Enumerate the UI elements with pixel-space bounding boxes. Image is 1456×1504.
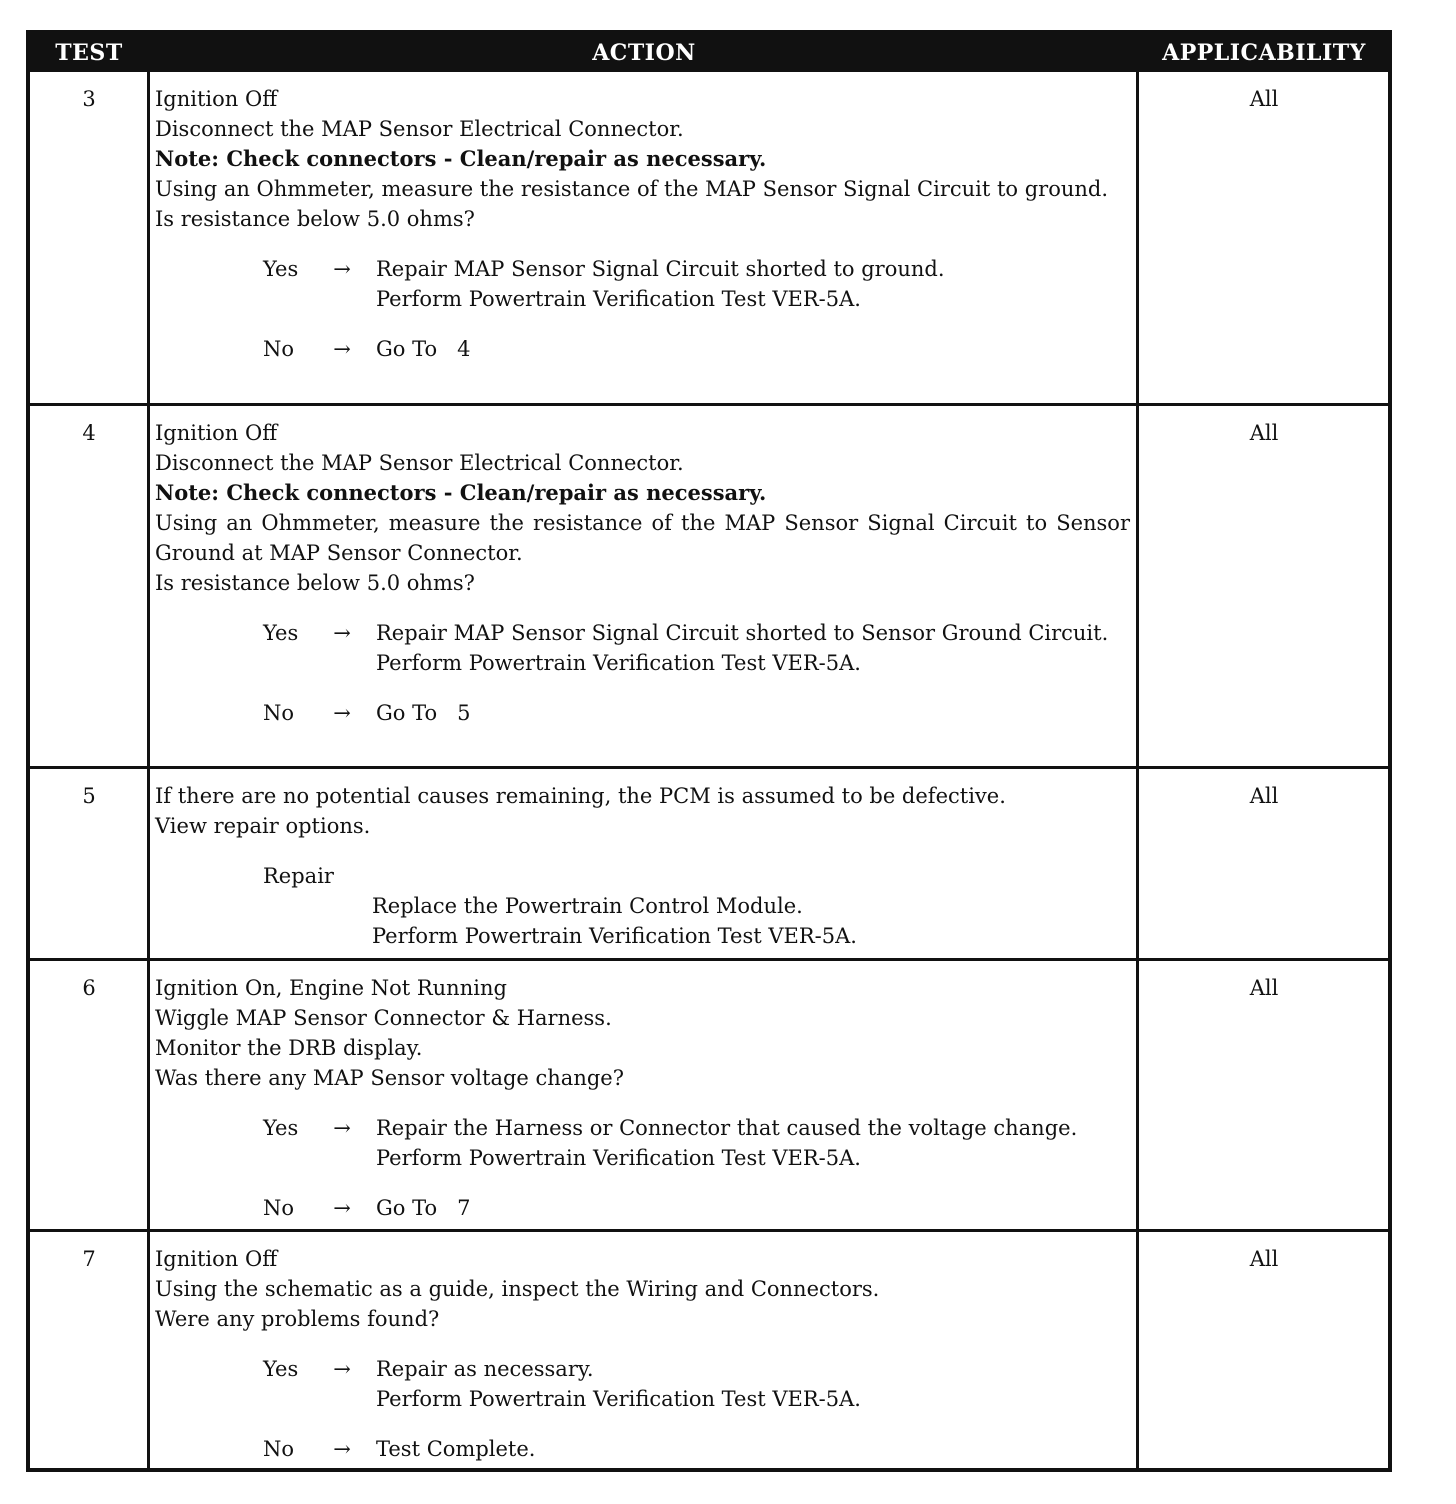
column-divider	[1136, 769, 1139, 958]
yes-result-line: Perform Powertrain Verification Test VER-5A.	[376, 651, 861, 675]
no-result: Go To 7	[376, 1196, 471, 1220]
test-number: 7	[82, 1247, 96, 1271]
action-line: Wiggle MAP Sensor Connector & Harness.	[155, 1006, 612, 1030]
no-label: No	[263, 337, 295, 361]
arrow-right-icon: →	[333, 257, 351, 281]
yes-result-line: Repair MAP Sensor Signal Circuit shorted to Sensor Ground Circuit.	[376, 621, 1109, 645]
no-branch	[155, 1434, 1130, 1464]
test-row-3	[30, 72, 1388, 403]
action-line: Using an Ohmmeter, measure the resistance of the MAP Sensor Signal Circuit to ground.	[155, 177, 1109, 201]
action-cell	[155, 781, 1130, 951]
column-divider	[147, 72, 150, 403]
action-line: Ignition Off	[155, 87, 278, 111]
no-branch	[155, 698, 1130, 728]
yes-branch	[155, 1354, 1130, 1414]
header-applicability: APPLICABILITY	[1162, 40, 1366, 66]
repair-result	[372, 891, 1130, 951]
no-result: Go To 5	[376, 701, 471, 725]
header-test: TEST	[55, 40, 123, 66]
test-number: 3	[82, 87, 96, 111]
action-cell	[155, 1244, 1130, 1464]
no-result: Go To 4	[376, 337, 471, 361]
action-line: If there are no potential causes remaining, the PCM is assumed to be defective.	[155, 784, 1006, 808]
repair-result-line: Perform Powertrain Verification Test VER-5A.	[372, 924, 857, 948]
applicability-value: All	[1249, 784, 1279, 808]
action-line: Using an Ohmmeter, measure the resistance of the MAP Sensor Signal Circuit to Sensor Ground at MAP Sensor Connector.	[155, 511, 1130, 565]
column-divider	[1136, 72, 1139, 403]
yes-result-line: Repair as necessary.	[376, 1357, 594, 1381]
no-branch	[155, 334, 1130, 364]
action-line: Ignition Off	[155, 1247, 278, 1271]
column-divider	[1136, 1232, 1139, 1468]
arrow-right-icon: →	[333, 337, 351, 361]
action-line: Ignition Off	[155, 421, 278, 445]
yes-label: Yes	[263, 257, 299, 281]
no-result: Test Complete.	[376, 1437, 536, 1461]
yes-branch	[155, 618, 1130, 678]
action-question: Is resistance below 5.0 ohms?	[155, 571, 475, 595]
yes-label: Yes	[263, 621, 299, 645]
test-number: 5	[82, 784, 96, 808]
test-row-6	[30, 958, 1388, 1229]
yes-result-line: Repair MAP Sensor Signal Circuit shorted to ground.	[376, 257, 945, 281]
yes-result-line: Perform Powertrain Verification Test VER-5A.	[376, 287, 861, 311]
action-cell	[155, 418, 1130, 728]
action-question: Is resistance below 5.0 ohms?	[155, 207, 475, 231]
header-action: ACTION	[592, 40, 696, 66]
action-line: View repair options.	[155, 814, 371, 838]
yes-result-line: Repair the Harness or Connector that caused the voltage change.	[376, 1116, 1078, 1140]
action-question: Was there any MAP Sensor voltage change?	[155, 1066, 624, 1090]
yes-label: Yes	[263, 1116, 299, 1140]
test-number: 4	[82, 421, 96, 445]
arrow-right-icon: →	[333, 1357, 351, 1381]
yes-result-line: Perform Powertrain Verification Test VER-5A.	[376, 1387, 861, 1411]
action-line: Ignition On, Engine Not Running	[155, 976, 507, 1000]
column-divider	[147, 406, 150, 766]
applicability-value: All	[1249, 1247, 1279, 1271]
test-number: 6	[82, 976, 96, 1000]
repair-result-line: Replace the Powertrain Control Module.	[372, 894, 803, 918]
arrow-right-icon: →	[333, 621, 351, 645]
repair-label: Repair	[263, 864, 334, 888]
no-label: No	[263, 701, 295, 725]
action-note: Note: Check connectors - Clean/repair as necessary.	[155, 146, 767, 171]
action-line: Monitor the DRB display.	[155, 1036, 423, 1060]
action-line: Disconnect the MAP Sensor Electrical Connector.	[155, 451, 684, 475]
action-line: Disconnect the MAP Sensor Electrical Connector.	[155, 117, 684, 141]
column-divider	[1136, 961, 1139, 1229]
action-note: Note: Check connectors - Clean/repair as necessary.	[155, 480, 767, 505]
yes-branch	[155, 1113, 1130, 1173]
action-line: Using the schematic as a guide, inspect the Wiring and Connectors.	[155, 1277, 880, 1301]
test-row-5	[30, 766, 1388, 958]
test-row-7	[30, 1229, 1388, 1468]
no-label: No	[263, 1437, 295, 1461]
test-row-4	[30, 403, 1388, 766]
yes-label: Yes	[263, 1357, 299, 1381]
applicability-value: All	[1249, 976, 1279, 1000]
diagnostic-test-table	[26, 30, 1392, 1472]
yes-branch	[155, 254, 1130, 314]
no-branch	[155, 1193, 1130, 1223]
arrow-right-icon: →	[333, 1196, 351, 1220]
yes-result-line: Perform Powertrain Verification Test VER-5A.	[376, 1146, 861, 1170]
table-header	[30, 34, 1388, 72]
arrow-right-icon: →	[333, 1437, 351, 1461]
arrow-right-icon: →	[333, 701, 351, 725]
applicability-value: All	[1249, 87, 1279, 111]
action-cell	[155, 973, 1130, 1223]
no-label: No	[263, 1196, 295, 1220]
column-divider	[1136, 406, 1139, 766]
action-question: Were any problems found?	[155, 1307, 440, 1331]
action-cell	[155, 84, 1130, 364]
applicability-value: All	[1249, 421, 1279, 445]
arrow-right-icon: →	[333, 1116, 351, 1140]
